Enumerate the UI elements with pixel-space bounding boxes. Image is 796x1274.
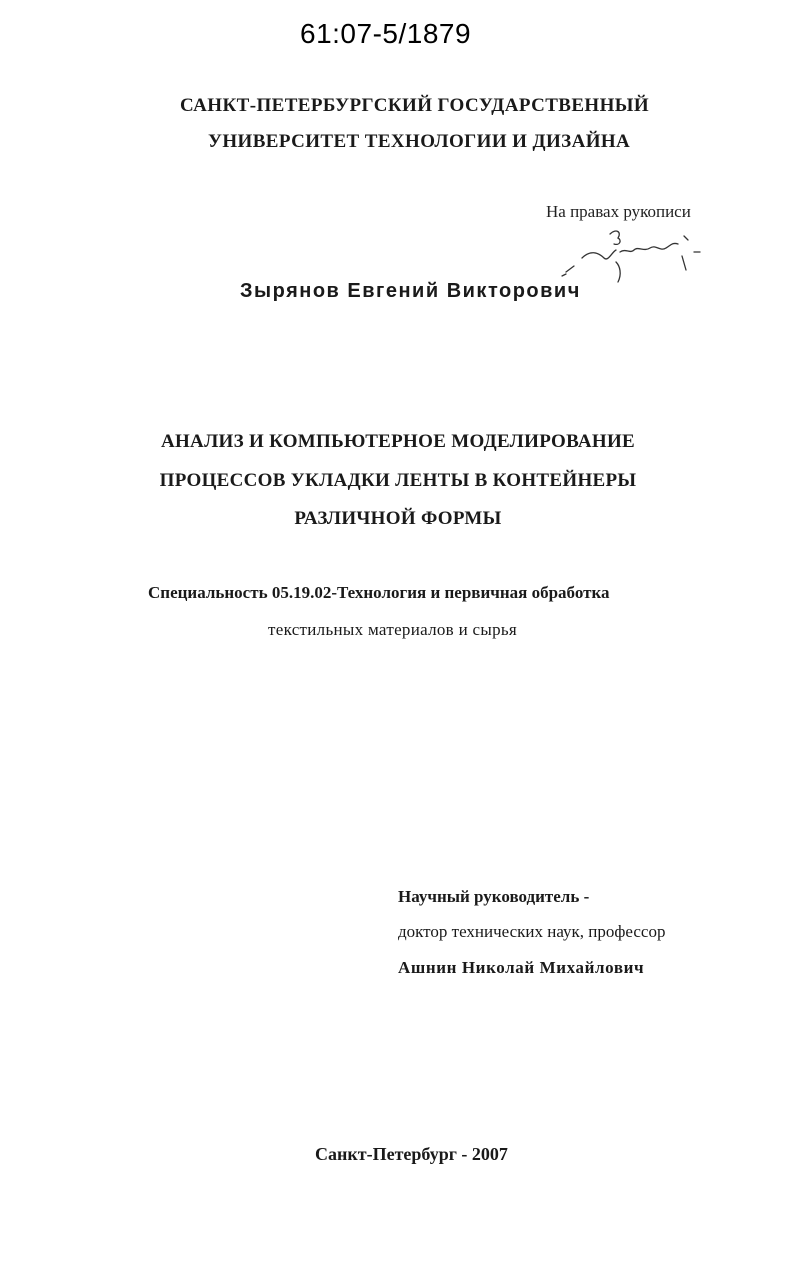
university-line-2: УНИВЕРСИТЕТ ТЕХНОЛОГИИ И ДИЗАЙНА xyxy=(208,131,631,152)
city-year: Санкт-Петербург - 2007 xyxy=(315,1144,508,1164)
handwritten-signature xyxy=(560,222,740,292)
supervisor-degree: доктор технических наук, профессор xyxy=(398,922,666,941)
author-name: Зырянов Евгений Викторович xyxy=(240,280,581,302)
supervisor-name: Ашнин Николай Михайлович xyxy=(398,958,645,977)
specialty-line-1: Специальность 05.19.02-Технология и первичная обработка xyxy=(148,583,610,602)
university-line-1: САНКТ-ПЕТЕРБУРГСКИЙ ГОСУДАРСТВЕННЫЙ xyxy=(180,95,650,116)
dissertation-title-line-2: ПРОЦЕССОВ УКЛАДКИ ЛЕНТЫ В КОНТЕЙНЕРЫ xyxy=(159,470,637,491)
supervisor-label: Научный руководитель - xyxy=(398,887,590,906)
catalog-number: 61:07-5/1879 xyxy=(300,18,472,49)
dissertation-title-line-1: АНАЛИЗ И КОМПЬЮТЕРНОЕ МОДЕЛИРОВАНИЕ xyxy=(160,431,636,452)
manuscript-note: На правах рукописи xyxy=(546,202,691,221)
dissertation-title-line-3: РАЗЛИЧНОЙ ФОРМЫ xyxy=(294,508,502,529)
specialty-line-2: текстильных материалов и сырья xyxy=(268,620,518,639)
